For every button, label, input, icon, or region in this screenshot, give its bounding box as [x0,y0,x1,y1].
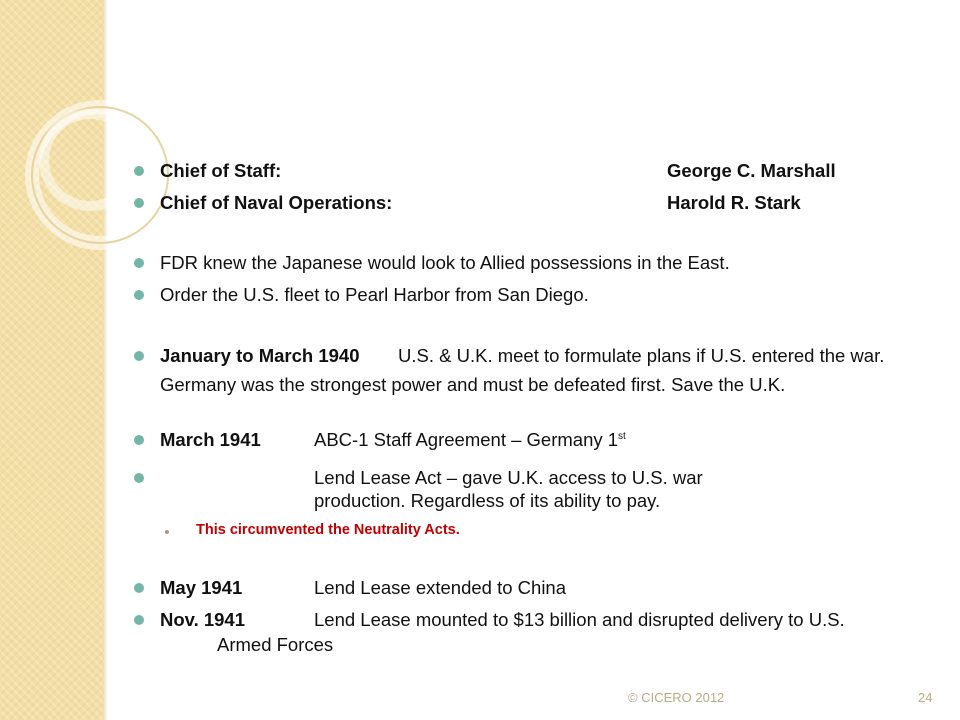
item-value: Harold R. Stark [667,192,801,213]
item-label: May 1941 [160,577,243,598]
slide-item-fleet: Order the U.S. fleet to Pearl Harbor from San Diego. [160,284,589,305]
item-text: Lend Lease mounted to $13 billion and disrupted delivery to U.S. [314,609,845,630]
item-value: George C. Marshall [667,160,836,181]
bullet-icon [134,258,144,268]
slide-item-naval-operations [160,192,801,214]
bullet-icon [134,166,144,176]
bullet-icon [134,473,144,483]
slide-item-may-1941 [160,577,567,599]
slide-item-1940 [160,345,885,367]
bullet-icon [134,435,144,445]
sub-bullet-icon [165,530,169,534]
item-label: January to March 1940 [160,345,360,366]
slide-item-nov-1941 [160,609,845,631]
slide-item-march-1941 [160,429,626,451]
ordinal-suffix: st [618,430,626,442]
bullet-icon [134,583,144,593]
sub-item-neutrality: This circumvented the Neutrality Acts. [196,522,460,538]
slide-item-lend-lease-continued: production. Regardless of its ability to pay. [314,490,661,511]
bullet-icon [134,198,144,208]
slide-item-1940-continued: Germany was the strongest power and must be defeated first. Save the U.K. [160,374,786,395]
item-label: Chief of Staff: [160,160,282,181]
bullet-icon [134,290,144,300]
item-text: Lend Lease extended to China [314,577,567,598]
slide-item-lend-lease: Lend Lease Act – gave U.K. access to U.S. war [314,467,703,488]
slide-item-nov-1941-continued: Armed Forces [217,634,334,655]
bullet-icon [134,615,144,625]
item-label: Nov. 1941 [160,609,246,630]
item-text [314,429,626,451]
slide-item-fdr: FDR knew the Japanese would look to Allied possessions in the East. [160,252,730,273]
abc-text: ABC-1 Staff Agreement – Germany 1 [314,429,619,450]
item-label: Chief of Naval Operations: [160,192,393,213]
footer-copyright: © CICERO 2012 [628,690,725,705]
item-label: March 1941 [160,429,261,450]
bullet-icon [134,351,144,361]
item-text: U.S. & U.K. meet to formulate plans if U.S. entered the war. [398,345,885,366]
slide-number: 24 [918,690,933,705]
slide-item-chief-of-staff [160,160,836,182]
